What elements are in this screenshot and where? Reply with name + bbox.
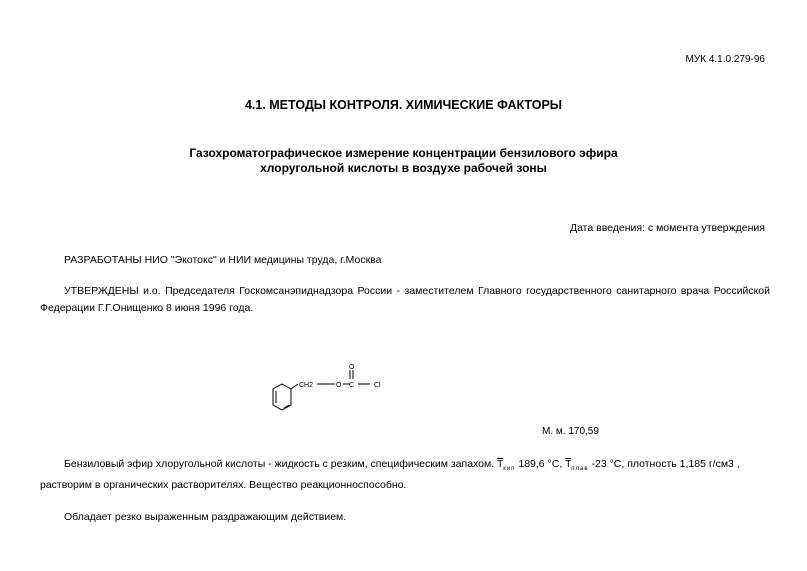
boiling-temp-subscript: кип [503, 466, 516, 472]
section-title: 4.1. МЕТОДЫ КОНТРОЛЯ. ХИМИЧЕСКИЕ ФАКТОРЫ [244, 98, 563, 112]
ch2-label: CH2 [299, 382, 314, 389]
melting-temp-subscript: плав [571, 466, 589, 472]
chlorine-label: Cl [374, 382, 381, 389]
melting-temp-value: -23 °С, плотность 1,185 г/см3 , [591, 458, 740, 470]
effect-paragraph: Обладает резко выраженным раздражающим действием. [64, 511, 347, 523]
date-of-introduction: Дата введения: с момента утверждения [569, 222, 765, 234]
oxygen-double-label: O [349, 364, 355, 371]
oxygen-single-label: O [336, 382, 342, 389]
properties-lead: Бензиловый эфир хлоругольной кислоты - жидкость с резким, специфическим запахом. [64, 458, 495, 470]
melting-temp-symbol: $\overline{T}$ [565, 459, 572, 470]
document-title-line1: Газохроматографическое измерение концентрации бензилового эфира [189, 146, 618, 160]
document-title [0, 146, 807, 176]
approved-by-paragraph: УТВЕРЖДЕНЫ и.о. Председателя Госкомсанэпиднадзора России - заместителем Главного государственного санитарного врача Российской Федерации Г.Г.Онищенко 8 июня 1996 года. [40, 285, 770, 314]
developed-by-paragraph: РАЗРАБОТАНЫ НИО "Экотокс" и НИИ медицины труда, г.Москва [64, 254, 382, 266]
carbon-label: C [349, 382, 355, 389]
properties-line2: растворим в органических растворителях. Вещество реакционноспособно. [40, 479, 407, 491]
properties-line1 [64, 458, 740, 472]
molar-mass: М. м. 170,59 [542, 426, 599, 437]
document-title-line2: хлоругольной кислоты в воздухе рабочей зоны [260, 161, 547, 175]
boiling-temp-value: 189,6 °С, [518, 458, 563, 470]
boiling-temp-symbol: $\overline{T}$ [497, 459, 504, 470]
document-number: МУК 4.1.0.279-96 [685, 54, 765, 65]
structural-formula [262, 360, 402, 424]
